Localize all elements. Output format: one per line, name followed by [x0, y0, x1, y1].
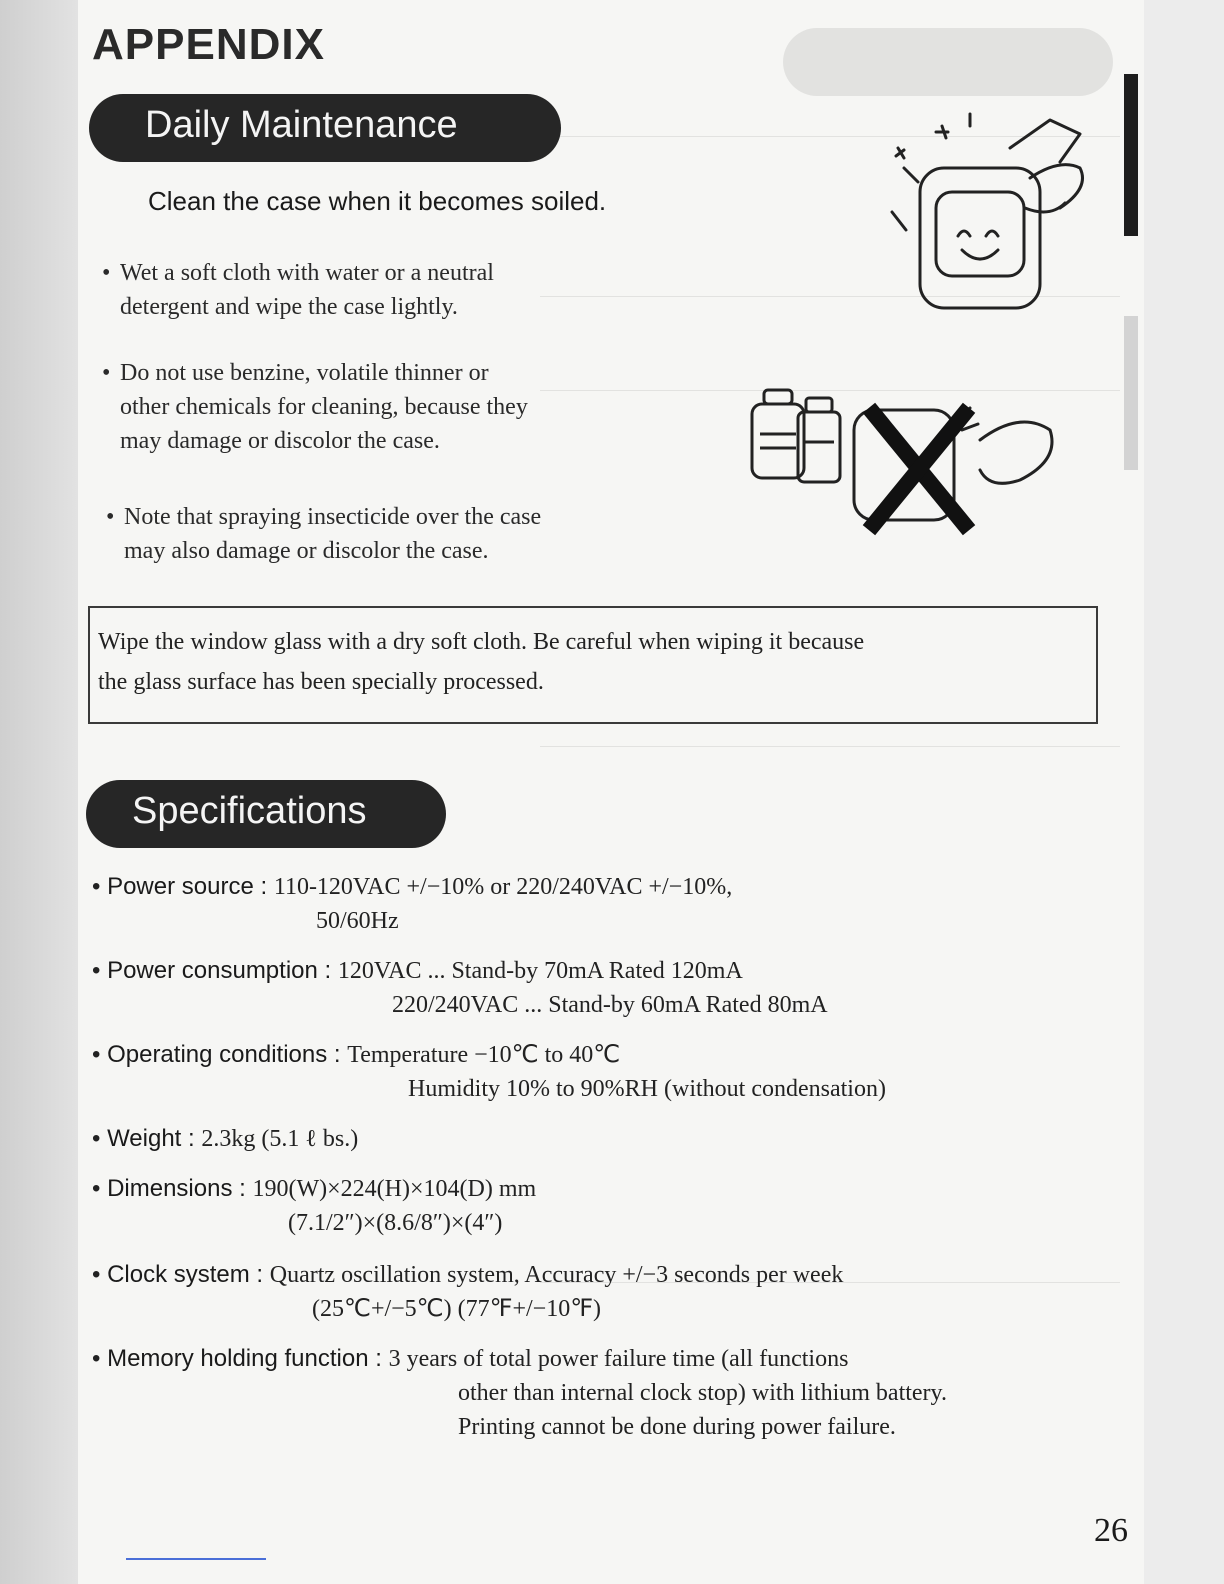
bullet-dot: •	[92, 873, 108, 900]
maintenance-bullet-2-line3: may damage or discolor the case.	[120, 428, 440, 454]
bullet-dot: •	[102, 260, 111, 286]
spec-dimensions-cont: (7.1/2″)×(8.6/8″)×(4″)	[288, 1210, 503, 1236]
note-line-1: Wipe the window glass with a dry soft cloth. Be careful when wiping it because	[98, 629, 865, 655]
spec-operating-conditions-cont: Humidity 10% to 90%RH (without condensation)	[408, 1076, 886, 1102]
bullet-dot: •	[92, 1041, 108, 1068]
spec-power-consumption	[92, 954, 743, 988]
bullet-dot: •	[92, 1125, 108, 1152]
maintenance-bullet-1-line2: detergent and wipe the case lightly.	[120, 294, 458, 320]
page-left-shadow	[0, 0, 78, 1584]
maintenance-bullet-2-line1: Do not use benzine, volatile thinner or	[120, 360, 489, 386]
daily-maintenance-title: Daily Maintenance	[145, 104, 458, 146]
spec-operating-conditions	[92, 1038, 620, 1072]
section-tab-marker	[1124, 74, 1138, 236]
spec-label: Weight	[107, 1125, 182, 1152]
maintenance-bullet-3-line1: Note that spraying insecticide over the case	[124, 504, 542, 530]
section-tab-marker-light	[1124, 316, 1138, 470]
spec-memory-holding-cont-1: other than internal clock stop) with lithium battery.	[458, 1380, 947, 1406]
maintenance-bullet-2-line2: other chemicals for cleaning, because they	[120, 394, 528, 420]
footer-underline	[126, 1558, 266, 1560]
spec-memory-holding	[92, 1342, 848, 1376]
spec-clock-system-cont: (25℃+/−5℃) (77℉+/−10℉)	[312, 1296, 602, 1322]
spec-power-source-cont: 50/60Hz	[316, 908, 399, 934]
bullet-dot: •	[106, 504, 115, 530]
maintenance-bullet-3-line2: may also damage or discolor the case.	[124, 538, 489, 564]
bullet-dot: •	[92, 1175, 108, 1202]
spec-separator: :	[327, 1041, 348, 1068]
maintenance-bullet-3	[106, 500, 542, 568]
spec-value: Temperature −10℃ to 40℃	[347, 1042, 621, 1068]
maintenance-bullet-1	[102, 256, 494, 324]
spec-value: 190(W)×224(H)×104(D) mm	[252, 1176, 537, 1202]
maintenance-bullet-2	[102, 356, 528, 458]
spec-power-consumption-cont: 220/240VAC ... Stand-by 60mA Rated 80mA	[392, 992, 828, 1018]
spec-separator: :	[181, 1125, 202, 1152]
page-number: 26	[1094, 1512, 1128, 1549]
spec-value: 2.3kg (5.1 ℓ bs.)	[201, 1126, 359, 1152]
spec-label: Power source	[107, 873, 254, 900]
bleed-through-rule	[540, 746, 1120, 747]
page-heading: APPENDIX	[92, 20, 325, 69]
spec-label: Power consumption	[107, 957, 318, 984]
spec-dimensions	[92, 1172, 536, 1206]
daily-maintenance-title-pill	[89, 94, 561, 162]
spec-value: 120VAC ... Stand-by 70mA Rated 120mA	[337, 958, 743, 984]
bullet-dot: •	[92, 1261, 108, 1288]
spec-label: Clock system	[107, 1261, 250, 1288]
page-right-edge	[1144, 0, 1224, 1584]
spec-value: Quartz oscillation system, Accuracy +/−3 seconds per week	[269, 1262, 844, 1288]
maintenance-lead-text: Clean the case when it becomes soiled.	[148, 186, 607, 216]
spec-value: 3 years of total power failure time (all functions	[388, 1346, 849, 1372]
specifications-title: Specifications	[132, 790, 367, 832]
spec-label: Operating conditions	[107, 1041, 328, 1068]
prohibited-spray-icon	[840, 380, 1070, 540]
spec-clock-system	[92, 1258, 843, 1292]
spec-separator: :	[249, 1261, 270, 1288]
bleed-through-pill	[783, 28, 1113, 96]
spec-separator: :	[232, 1175, 253, 1202]
spec-label: Memory holding function	[107, 1345, 369, 1372]
note-line-2: the glass surface has been specially processed.	[98, 669, 544, 695]
specifications-title-pill	[86, 780, 446, 848]
maintenance-bullet-1-line1: Wet a soft cloth with water or a neutral	[120, 260, 494, 286]
spec-separator: :	[368, 1345, 389, 1372]
spec-separator: :	[317, 957, 338, 984]
spec-memory-holding-cont-2: Printing cannot be done during power failure.	[458, 1414, 896, 1440]
spec-power-source	[92, 870, 732, 904]
smiling-clock-wiping-icon	[870, 108, 1110, 318]
spec-label: Dimensions	[107, 1175, 233, 1202]
bullet-dot: •	[102, 360, 111, 386]
bullet-dot: •	[92, 1345, 108, 1372]
bullet-dot: •	[92, 957, 108, 984]
window-glass-note-box	[88, 606, 1098, 724]
spec-value: 110-120VAC +/−10% or 220/240VAC +/−10%,	[273, 874, 733, 900]
spec-weight	[92, 1122, 358, 1156]
spec-separator: :	[253, 873, 274, 900]
